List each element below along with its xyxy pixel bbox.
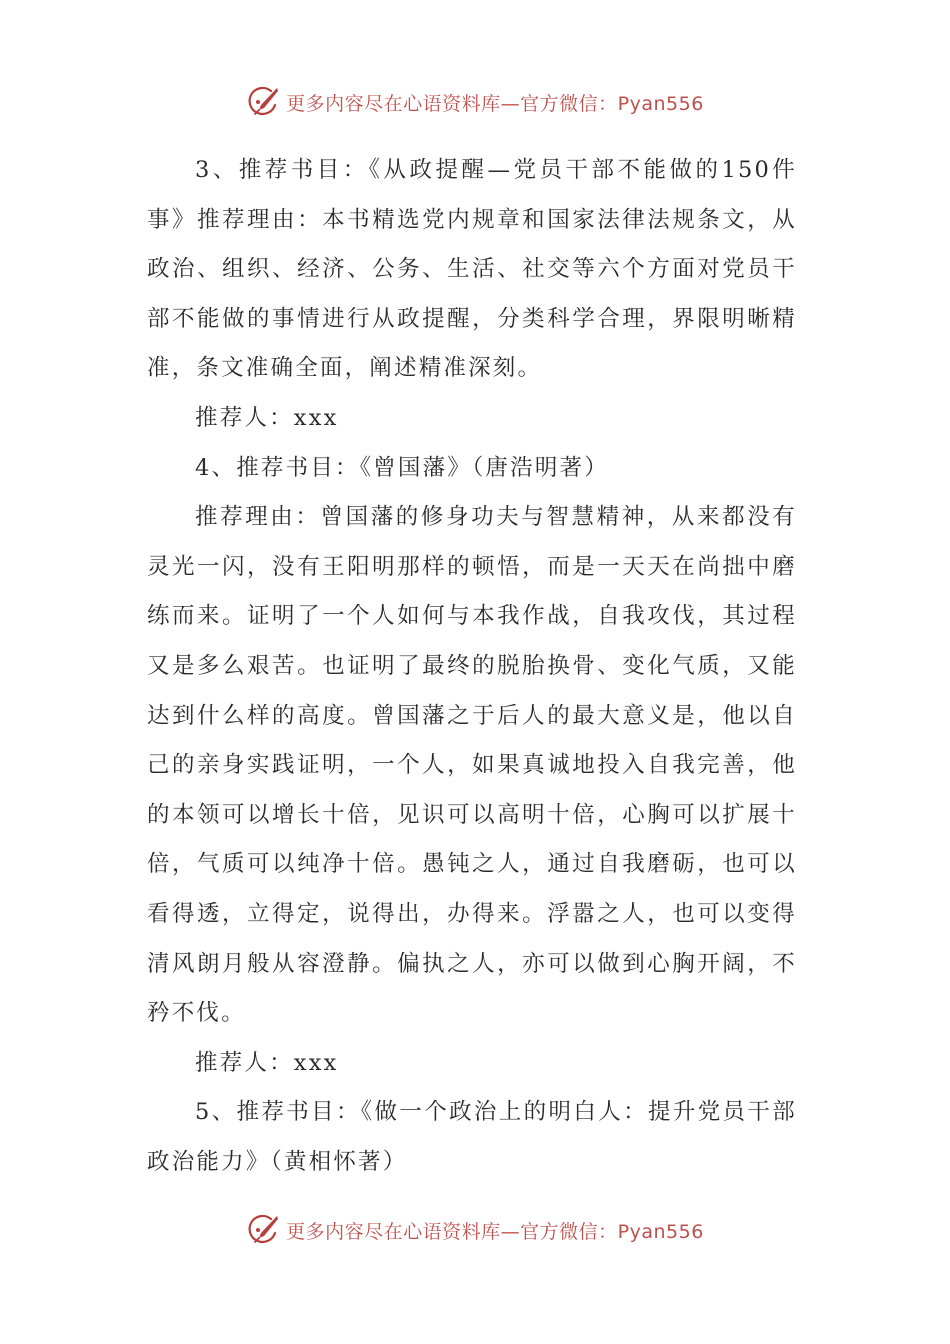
- paragraph-book-3: 3、推荐书目：《从政提醒—党员干部不能做的150件事》推荐理由：本书精选党内规章和国家法律法规条文，从政治、组织、经济、公务、生活、社交等六个方面对党员干部不能做的事情进行从政提醒，分类科学合理，界限明晰精准，条文准确全面，阐述精准深刻。: [147, 157, 797, 382]
- paragraph-recommender-3: 推荐人：xxx: [195, 404, 339, 431]
- footer-watermark: [0, 1208, 950, 1252]
- paragraph-recommender-4: 推荐人：xxx: [195, 1049, 339, 1076]
- paragraph-book-4: 4、推荐书目：《曾国藩》（唐浩明著）: [195, 454, 609, 481]
- header-watermark: [0, 80, 950, 124]
- quill-pen-circle-icon: [246, 1213, 280, 1247]
- watermark-text: 更多内容尽在心语资料库—官方微信：Pyan556: [286, 1220, 704, 1243]
- paragraph-reason-4: 推荐理由：曾国藩的修身功夫与智慧精神，从来都没有灵光一闪，没有王阳明那样的顿悟，而是一天天在尚拙中磨练而来。证明了一个人如何与本我作战，自我攻伐，其过程又是多么艰苦。也证明了最终的脱胎换骨、变化气质，又能达到什么样的高度。曾国藩之于后人的最大意义是，他以自己的亲身实践证明，一个人，如果真诚地投入自我完善，他的本领可以增长十倍，见识可以高明十倍，心胸可以扩展十倍，气质可以纯净十倍。愚钝之人，通过自我磨砺，也可以看得透，立得定，说得出，办得来。浮嚣之人，也可以变得清风朗月般从容澄静。偏执之人，亦可以做到心胸开阔，不矜不伐。: [147, 504, 797, 1027]
- paragraph-book-5: 5、推荐书目：《做一个政治上的明白人：提升党员干部政治能力》（黄相怀著）: [147, 1099, 797, 1175]
- watermark-text: 更多内容尽在心语资料库—官方微信：Pyan556: [286, 92, 704, 115]
- quill-pen-circle-icon: [246, 85, 280, 119]
- document-body: [147, 146, 797, 1187]
